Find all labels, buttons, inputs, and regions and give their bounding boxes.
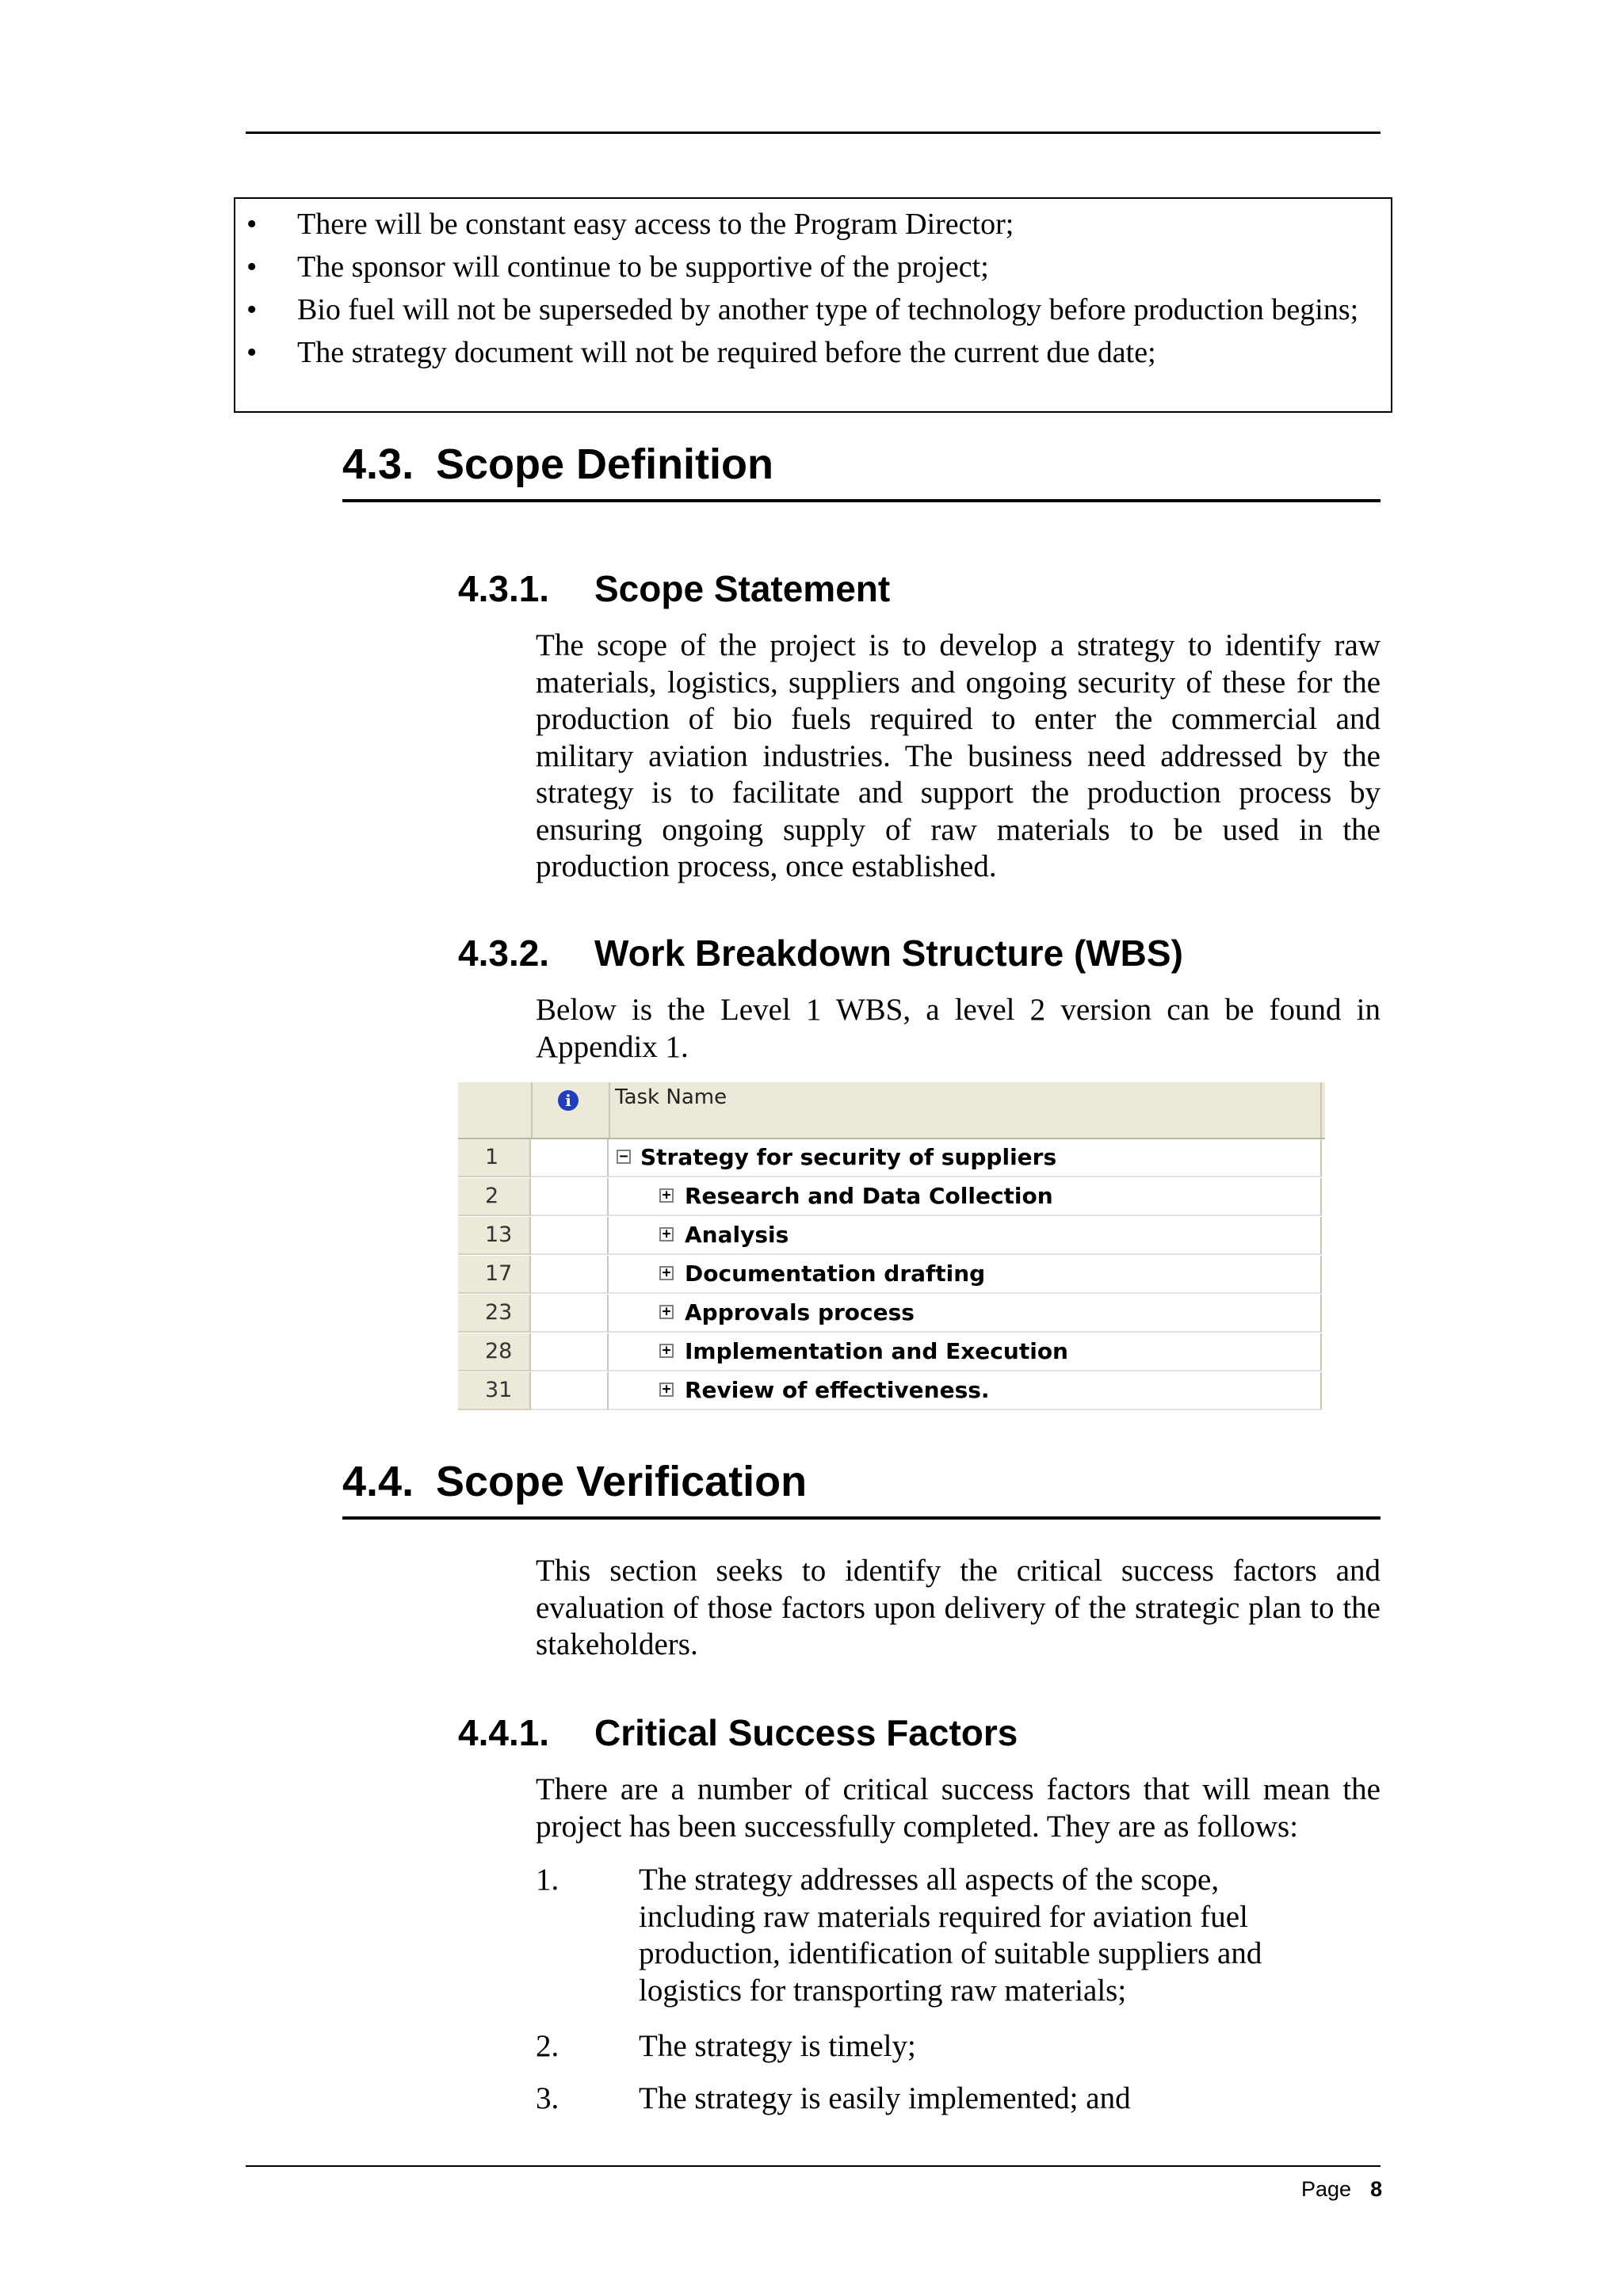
page-label: Page [1301, 2177, 1352, 2201]
task-name: Strategy for security of suppliers [640, 1144, 1057, 1170]
subsection-number: 4.4.1. [458, 1712, 550, 1753]
id-column-header [458, 1082, 533, 1138]
subsection-title: Work Breakdown Structure (WBS) [594, 933, 1183, 974]
section-title: Scope Verification [436, 1458, 808, 1505]
scope-statement-text: The scope of the project is to develop a strategy to identify raw materials, logistics, suppliers and ongoing security of these for the production of bio fuels required to enter the commercial and military aviation industries. The business need addressed by the strategy is to facilitate and support the production process by ensuring ongoing supply of raw materials to be used in the production process, once established. [536, 628, 1381, 883]
header-rule [246, 132, 1381, 134]
row-indicator-cell [531, 1333, 609, 1371]
task-name: Review of effectiveness. [685, 1377, 990, 1403]
assumption-item: • The sponsor will continue to be supportive of the project; [235, 248, 1391, 287]
collapse-icon[interactable]: − [617, 1150, 631, 1164]
expand-icon[interactable]: + [659, 1266, 674, 1280]
heading-scope-definition [342, 441, 1381, 502]
list-number: 3. [536, 2081, 559, 2115]
table-row[interactable] [458, 1256, 1325, 1295]
task-name-cell [609, 1295, 1322, 1333]
heading-scope-statement [458, 567, 890, 610]
task-name: Implementation and Execution [685, 1338, 1068, 1364]
row-indicator-cell [531, 1372, 609, 1410]
section-number: 4.3. [342, 441, 414, 488]
task-name-cell [609, 1178, 1322, 1216]
row-indicator-cell [531, 1295, 609, 1333]
row-id: 1 [458, 1139, 531, 1177]
heading-wbs [458, 932, 1183, 974]
table-row[interactable] [458, 1333, 1325, 1372]
assumption-item: • Bio fuel will not be superseded by another type of technology before production begins; [235, 291, 1391, 330]
task-name-cell [609, 1139, 1322, 1177]
row-id: 31 [458, 1372, 531, 1410]
expand-icon[interactable]: + [659, 1188, 674, 1203]
expand-icon[interactable]: + [659, 1227, 674, 1241]
task-name-cell [609, 1217, 1322, 1255]
task-name-cell [609, 1372, 1322, 1410]
heading-scope-verification [342, 1458, 1381, 1520]
task-name: Approvals process [685, 1299, 915, 1325]
table-row[interactable] [458, 1372, 1325, 1411]
assumptions-box [234, 197, 1392, 413]
subsection-title: Scope Statement [594, 568, 891, 609]
wbs-header-row [458, 1082, 1325, 1139]
subsection-number: 4.3.1. [458, 568, 550, 609]
footer-rule [246, 2165, 1381, 2167]
row-id: 23 [458, 1295, 531, 1333]
row-id: 17 [458, 1256, 531, 1294]
section-number: 4.4. [342, 1458, 414, 1505]
row-id: 28 [458, 1333, 531, 1371]
column-divider [1320, 1082, 1322, 1138]
row-id: 2 [458, 1178, 531, 1216]
expand-icon[interactable]: + [659, 1305, 674, 1319]
task-name-cell [609, 1333, 1322, 1371]
list-number: 1. [536, 1863, 559, 1897]
row-id: 13 [458, 1217, 531, 1255]
task-name-cell [609, 1256, 1322, 1294]
assumption-item: • The strategy document will not be required before the current due date; [235, 334, 1391, 372]
page-footer [1301, 2177, 1382, 2202]
scope-verification-text: This section seeks to identify the critical success factors and evaluation of those factors upon delivery of the strategic plan to the stakeholders. [536, 1554, 1381, 1661]
section-title: Scope Definition [436, 441, 774, 488]
row-indicator-cell [531, 1217, 609, 1255]
task-name-column-header: Task Name [615, 1085, 727, 1109]
row-indicator-cell [531, 1139, 609, 1177]
critical-success-factors-text: There are a number of critical success factors that will mean the project has been successfully completed. They are as follows: [536, 1772, 1381, 1844]
page-number: 8 [1370, 2177, 1383, 2201]
heading-critical-success-factors [458, 1711, 1018, 1754]
table-row[interactable] [458, 1178, 1325, 1217]
table-row[interactable] [458, 1139, 1325, 1178]
list-text: The strategy addresses all aspects of the scope, including raw materials required for aviation fuel production, identification of suitable suppliers and logistics for transporting raw materials; [639, 1863, 1262, 2008]
row-indicator-cell [531, 1178, 609, 1216]
table-row[interactable] [458, 1295, 1325, 1333]
list-text: The strategy is timely; [639, 2029, 916, 2063]
task-name: Analysis [685, 1222, 789, 1248]
assumption-item: • There will be constant easy access to the Program Director; [235, 205, 1391, 244]
table-row[interactable] [458, 1217, 1325, 1256]
wbs-table [458, 1082, 1325, 1415]
indicators-column-header [531, 1082, 610, 1138]
assumptions-list [235, 205, 1391, 376]
expand-icon[interactable]: + [659, 1344, 674, 1358]
task-name: Documentation drafting [685, 1261, 986, 1287]
row-indicator-cell [531, 1256, 609, 1294]
subsection-title: Critical Success Factors [594, 1712, 1018, 1753]
info-icon: i [558, 1090, 579, 1111]
subsection-number: 4.3.2. [458, 933, 550, 974]
list-text: The strategy is easily implemented; and [639, 2081, 1131, 2115]
wbs-intro-text: Below is the Level 1 WBS, a level 2 version can be found in Appendix 1. [536, 993, 1381, 1064]
list-number: 2. [536, 2029, 559, 2063]
expand-icon[interactable]: + [659, 1383, 674, 1397]
task-name: Research and Data Collection [685, 1183, 1053, 1209]
